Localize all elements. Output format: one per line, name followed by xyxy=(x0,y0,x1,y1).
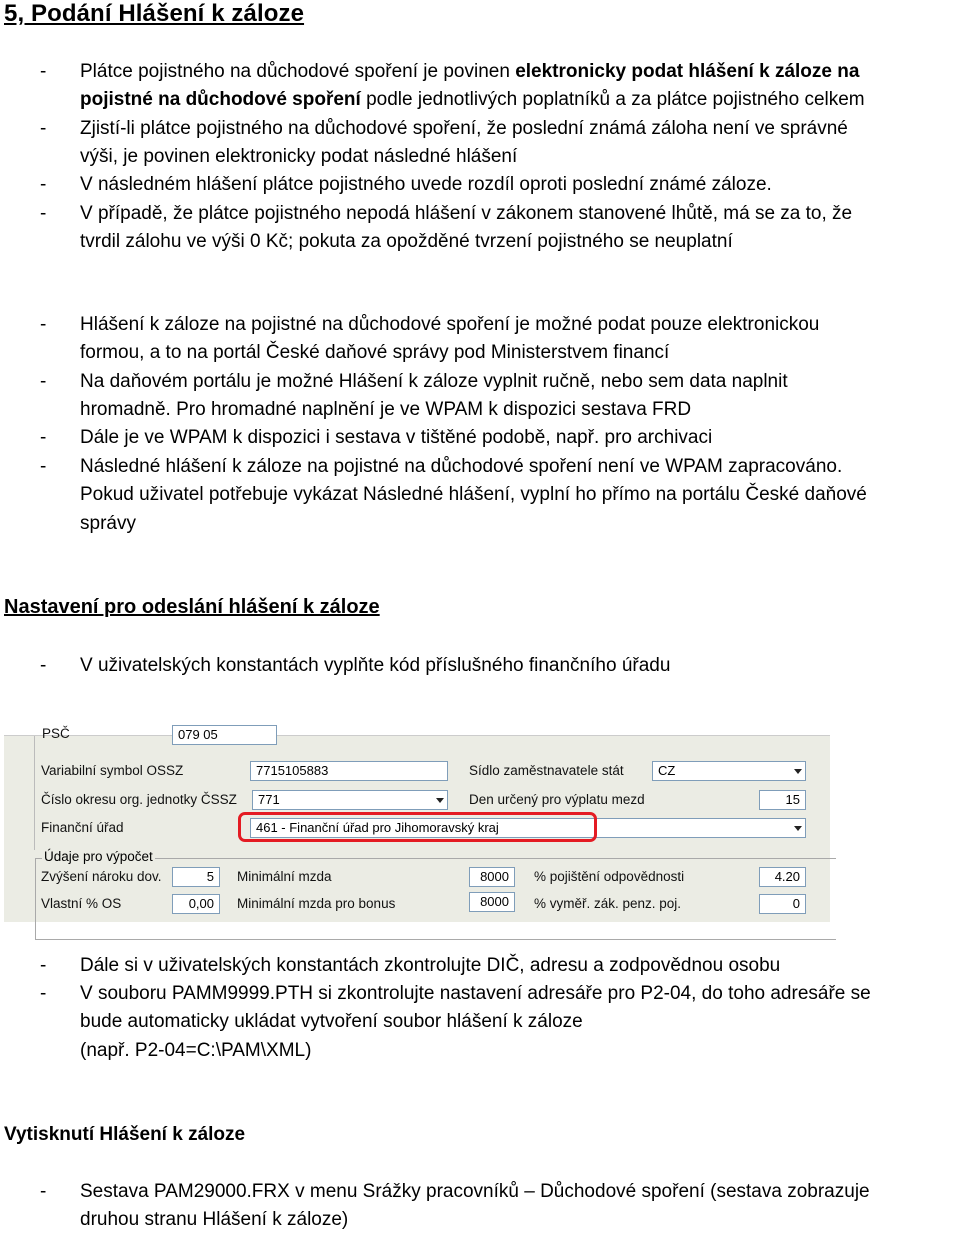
calc-group-label: Údaje pro výpočet xyxy=(44,849,153,864)
den-label: Den určený pro výplatu mezd xyxy=(469,792,645,807)
text-run: výši, je povinen elektronicky podat následné hlášení xyxy=(80,146,518,168)
den-field[interactable]: 15 xyxy=(759,790,806,810)
bullet-line xyxy=(80,200,958,228)
psc-field[interactable]: 079 05 xyxy=(172,725,277,745)
bullet-line xyxy=(80,952,958,980)
bullet-line xyxy=(80,1008,958,1036)
text-run: V souboru PAMM9999.PTH si zkontrolujte nastavení adresáře pro P2-04, do toho adresáře se xyxy=(80,983,871,1004)
okres-label: Číslo okresu org. jednotky ČSSZ xyxy=(41,792,237,807)
bullet-line xyxy=(80,453,958,481)
bullet-dash: - xyxy=(40,955,47,976)
vlastni-label: Vlastní % OS xyxy=(41,896,122,911)
bullet-dash: - xyxy=(40,456,47,477)
text-run: Zjistí-li plátce pojistného na důchodové spoření, že poslední známá záloha není ve správné xyxy=(80,118,848,139)
highlight-frame xyxy=(238,812,597,842)
bullet-item xyxy=(80,1178,958,1235)
zvyseni-label: Zvýšení nároku dov. xyxy=(41,869,162,884)
minbonus-field[interactable]: 8000 xyxy=(469,892,515,912)
minmzda-label: Minimální mzda xyxy=(237,869,332,884)
bullet-line xyxy=(80,171,958,199)
okres-select[interactable] xyxy=(252,790,448,810)
bold-text: pojistné na důchodové spoření xyxy=(80,89,361,111)
bullet-item xyxy=(80,171,958,199)
bullet-item xyxy=(80,200,958,257)
text-run: Na daňovém portálu je možné Hlášení k záloze vyplnit ručně, nebo sem data naplnit xyxy=(80,371,788,392)
chevron-down-icon[interactable] xyxy=(436,798,444,803)
text-run: (např. P2-04=C:\PAM\XML) xyxy=(80,1039,312,1061)
var-symbol-field[interactable]: 7715105883 xyxy=(250,761,448,781)
bullet-dash: - xyxy=(40,1181,47,1202)
bullet-dash: - xyxy=(40,314,47,335)
text-run: Pokud uživatel potřebuje vykázat Následné hlášení, vyplní ho přímo na portálu České daňové xyxy=(80,484,867,506)
var-symbol-label: Variabilní symbol OSSZ xyxy=(41,763,184,778)
bullet-line xyxy=(80,510,958,538)
bullet-item xyxy=(80,952,958,980)
bullet-item xyxy=(80,980,958,1065)
bullet-line xyxy=(80,228,958,256)
bold-text: elektronicky podat hlášení k záloze na xyxy=(515,61,860,82)
vymer-field[interactable]: 0 xyxy=(759,894,806,914)
bullet-line xyxy=(80,115,958,143)
text-run: tvrdil zálohu ve výši 0 Kč; pokuta za opožděné tvrzení pojistného se neuplatní xyxy=(80,231,733,253)
bullet-dash: - xyxy=(40,983,47,1004)
text-run: Plátce pojistného na důchodové spoření je povinen xyxy=(80,61,516,82)
psc-label: PSČ xyxy=(42,726,70,741)
settings-heading: Nastavení pro odeslání hlášení k záloze xyxy=(4,596,380,618)
constants-instruction: V uživatelských konstantách vyplňte kód příslušného finančního úřadu xyxy=(80,655,671,676)
text-run: Následné hlášení k záloze na pojistné na důchodové spoření není ve WPAM zapracováno. xyxy=(80,456,843,477)
text-run: správy xyxy=(80,512,136,534)
sidlo-label: Sídlo zaměstnavatele stát xyxy=(469,763,624,778)
panel-divider xyxy=(4,735,830,736)
bullet-item xyxy=(80,424,958,452)
text-run: Dále si v uživatelských konstantách zkontrolujte DIČ, adresu a zodpovědnou osobu xyxy=(80,955,781,976)
bullet-line xyxy=(80,424,958,452)
bullet-line xyxy=(80,86,958,114)
bullet-line xyxy=(80,481,958,509)
odpovednost-field[interactable]: 4.20 xyxy=(759,867,806,887)
bullet-item xyxy=(80,115,958,172)
vymer-label: % vyměř. zák. penz. poj. xyxy=(534,896,682,911)
bullet-dash: - xyxy=(40,203,47,224)
chevron-down-icon[interactable] xyxy=(794,769,802,774)
sidlo-value: CZ xyxy=(658,763,676,778)
bullet-line xyxy=(80,396,958,424)
bullet-item xyxy=(80,311,958,368)
bullet-line xyxy=(80,339,958,367)
bullet-dash: - xyxy=(40,371,47,392)
text-run: Dále je ve WPAM k dispozici i sestava v tištěné podobě, např. pro archivaci xyxy=(80,427,713,448)
odpovednost-label: % pojištění odpovědnosti xyxy=(534,869,685,884)
zvyseni-field[interactable]: 5 xyxy=(172,867,220,887)
bullet-dash: - xyxy=(40,61,47,82)
bullet-line xyxy=(80,311,958,339)
bullet-line xyxy=(80,58,958,86)
bullet-item xyxy=(80,58,958,115)
text-run: V případě, že plátce pojistného nepodá hlášení v zákonem stanovené lhůtě, má se za to, že xyxy=(80,203,853,224)
bullet-dash: - xyxy=(40,118,47,139)
text-run: Hlášení k záloze na pojistné na důchodové spoření je možné podat pouze elektronickou xyxy=(80,314,820,335)
text-run: bude automaticky ukládat vytvoření soubor hlášení k záloze xyxy=(80,1011,583,1033)
settings-screenshot xyxy=(4,726,830,922)
page-title: 5, Podání Hlášení k záloze xyxy=(4,0,305,27)
print-heading: Vytisknutí Hlášení k záloze xyxy=(4,1124,246,1145)
bullet-line xyxy=(80,1206,958,1234)
text-run: druhou stranu Hlášení k záloze) xyxy=(80,1209,349,1231)
bullet-item xyxy=(80,368,958,425)
okres-value: 771 xyxy=(258,792,280,807)
chevron-down-icon[interactable] xyxy=(794,826,802,831)
bullet-line xyxy=(80,1037,958,1065)
bullet-dash: - xyxy=(40,655,47,676)
bullet-line xyxy=(80,368,958,396)
sidlo-select[interactable] xyxy=(652,761,806,781)
text-run: hromadně. Pro hromadné naplnění je ve WPAM k dispozici sestava FRD xyxy=(80,399,692,421)
text-run: V následném hlášení plátce pojistného uvede rozdíl oproti poslední známé záloze. xyxy=(80,174,772,195)
vlastni-field[interactable]: 0,00 xyxy=(172,894,220,914)
panel-divider xyxy=(34,735,35,850)
bullet-dash: - xyxy=(40,174,47,195)
fu-value: 461 - Finanční úřad pro Jihomoravský kraj xyxy=(256,820,499,835)
bullet-line xyxy=(80,980,958,1008)
bullet-item xyxy=(80,453,958,538)
minmzda-field[interactable]: 8000 xyxy=(469,867,515,887)
text-run: podle jednotlivých poplatníků a za plátce pojistného celkem xyxy=(360,89,865,111)
fu-label: Finanční úřad xyxy=(41,820,124,835)
bullet-line xyxy=(80,143,958,171)
bullet-line xyxy=(80,1178,958,1206)
bullet-dash: - xyxy=(40,427,47,448)
minbonus-label: Minimální mzda pro bonus xyxy=(237,896,396,911)
text-run: Sestava PAM29000.FRX v menu Srážky pracovníků – Důchodové spoření (sestava zobrazuje xyxy=(80,1181,870,1202)
text-run: formou, a to na portál České daňové správy pod Ministerstvem financí xyxy=(80,342,670,364)
